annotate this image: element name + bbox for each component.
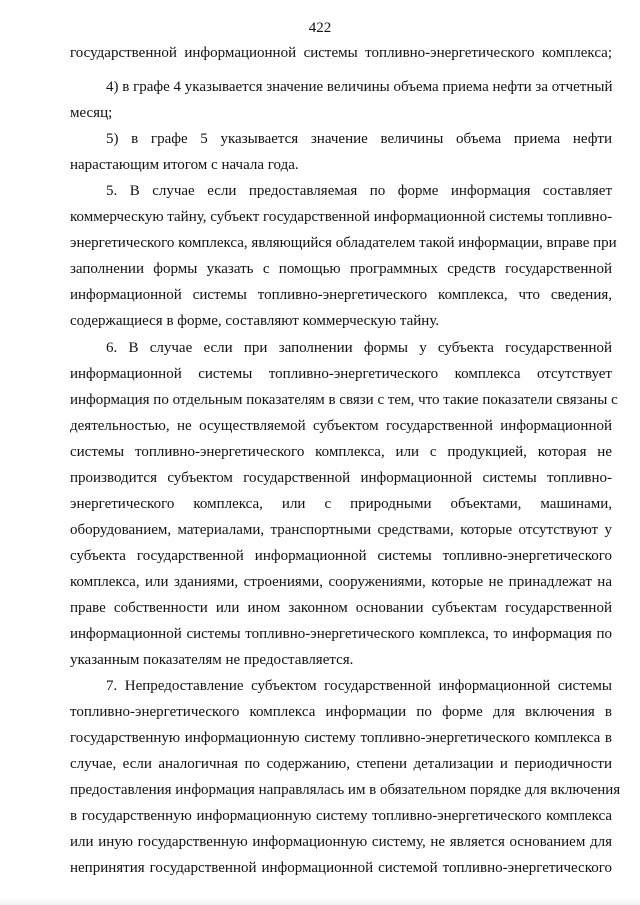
text-line: информационной системы топливно-энергетического комплекса, то информация по (70, 626, 612, 642)
scan-edge-shadow (0, 898, 640, 905)
text-line: информационной системы топливно-энергетического комплекса, что сведения, (70, 287, 612, 303)
text-line: или иную государственную информационную систему, не является основанием для (70, 834, 612, 850)
text-line: случае, если аналогичная по содержанию, степени детализации и периодичности (70, 756, 612, 772)
text-line: указанным показателям не предоставляется. (70, 652, 354, 668)
text-line: 6. В случае если при заполнении формы у субъекта государственной (106, 340, 612, 356)
text-line: нарастающим итогом с начала года. (70, 157, 299, 173)
text-line: праве собственности или ином законном основании субъектам государственной (70, 600, 612, 616)
text-line: деятельностью, не осуществляемой субъектом государственной информационной (70, 418, 612, 434)
page-number: 422 (308, 20, 332, 36)
text-line: информация по отдельным показателям в связи с тем, что такие показатели связаны с (70, 392, 618, 408)
text-line: системы топливно-энергетического комплекса, или с продукцией, которая не (70, 444, 612, 460)
text-line: производится субъектом государственной информационной системы топливно- (70, 470, 612, 486)
text-line: государственной информационной системы топливно-энергетического комплекса; (70, 45, 612, 61)
text-line: коммерческую тайну, субъект государственной информационной системы топливно- (70, 209, 613, 225)
text-line: 5. В случае если предоставляемая по форме информация составляет (106, 183, 612, 199)
text-line: содержащиеся в форме, составляют коммерческую тайну. (70, 313, 440, 329)
text-line: субъекта государственной информационной системы топливно-энергетического (70, 548, 612, 564)
text-line: месяц; (70, 105, 113, 121)
text-line: информационной системы топливно-энергетического комплекса отсутствует (70, 366, 612, 382)
text-line: в государственную информационную систему топливно-энергетического комплекса (70, 808, 612, 824)
text-line: государственную информационную систему топливно-энергетического комплекса в (70, 730, 612, 746)
text-line: энергетического комплекса, являющийся обладателем такой информации, вправе при (70, 235, 617, 251)
text-line: оборудованием, материалами, транспортными средствами, которые отсутствуют у (70, 522, 612, 538)
text-line: 4) в графе 4 указывается значение величины объема приема нефти за отчетный (106, 79, 613, 95)
text-line: заполнении формы указать с помощью программных средств государственной (70, 261, 612, 277)
text-line: комплекса, или зданиями, строениями, сооружениями, которые не принадлежат на (70, 574, 612, 590)
text-line: 7. Непредоставление субъектом государственной информационной системы (106, 678, 612, 694)
text-line: непринятия государственной информационной системой топливно-энергетического (70, 860, 612, 876)
text-line: энергетического комплекса, или с природными объектами, машинами, (70, 496, 612, 512)
text-line: предоставления информация направлялась им в обязательном порядке для включения (70, 782, 621, 798)
text-line: 5) в графе 5 указывается значение величины объема приема нефти (106, 131, 612, 147)
text-line: топливно-энергетического комплекса информации по форме для включения в (70, 704, 612, 720)
